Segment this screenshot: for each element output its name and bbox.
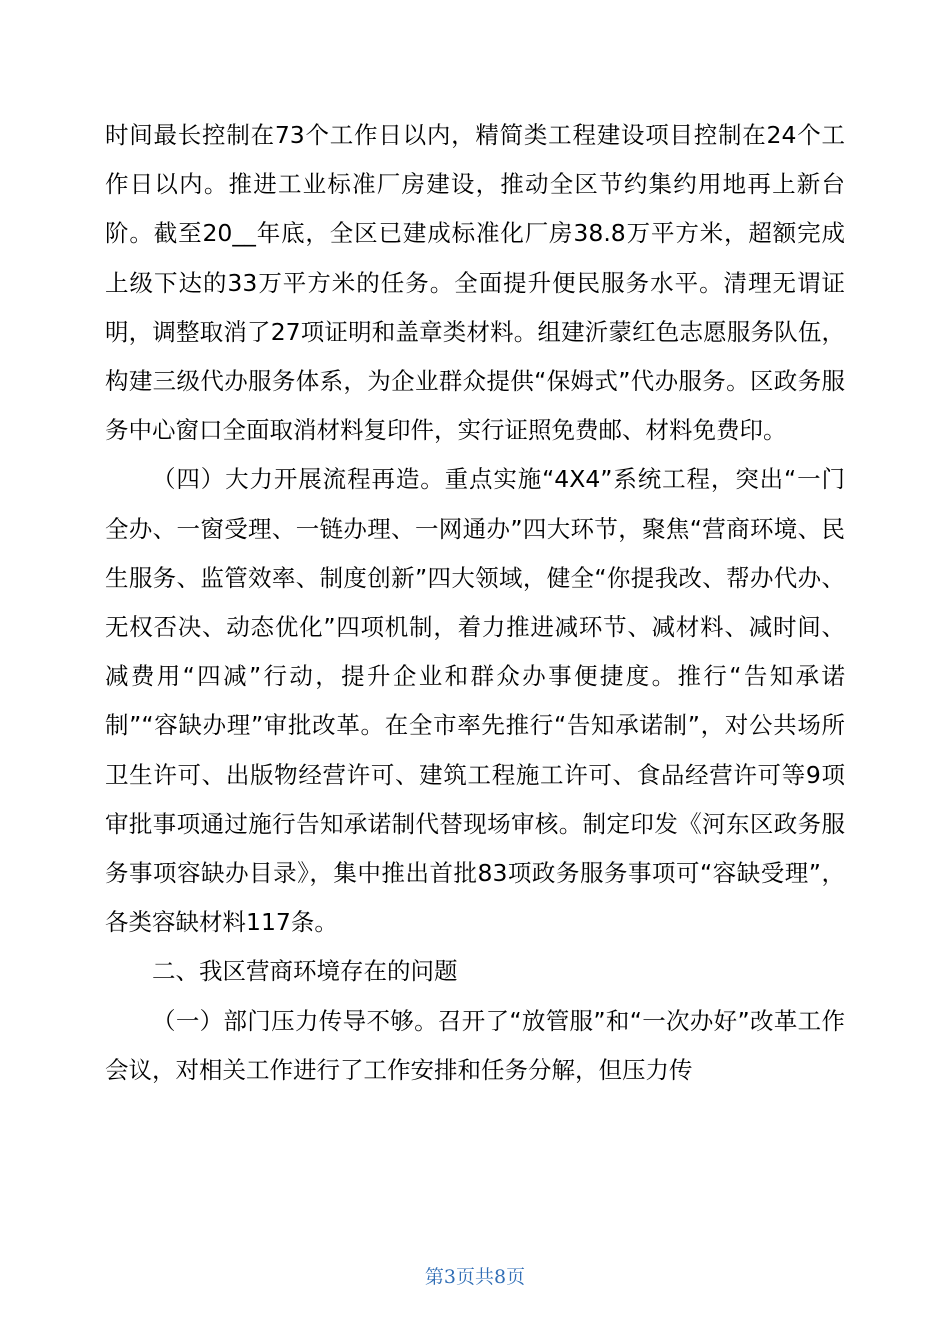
body-paragraph-continued: 时间最长控制在73个工作日以内，精简类工程建设项目控制在24个工作日以内。推进工业标准厂房建设，推动全区节约集约用地再上新台阶。截至20__年底，全区已建成标准化厂房38.8万平方米，超额完成上级下达的33万平方米的任务。全面提升便民服务水平。清理无谓证明，调整取消了27项证明和盖章类材料。组建沂蒙红色志愿服务队伍，构建三级代办服务体系，为企业群众提供“保姆式”代办服务。区政务服务中心窗口全面取消材料复印件，实行证照免费邮、材料免费印。 [105, 121, 845, 445]
body-paragraph-section-four: （四）大力开展流程再造。重点实施“4X4”系统工程，突出“一门全办、一窗受理、一链办理、一网通办”四大环节，聚焦“营商环境、民生服务、监管效率、制度创新”四大领域，健全“你提我改、帮办代办、无权否决、动态优化”四项机制，着力推进减环节、减材料、减时间、减费用“四减”行动，提升企业和群众办事便捷度。推行“告知承诺制”“容缺办理”审批改革。在全市率先推行“告知承诺制”，对公共场所卫生许可、出版物经营许可、建筑工程施工许可、食品经营许可等9项审批事项通过施行告知承诺制代替现场审核。制定印发《河东区政务服务事项容缺办目录》，集中推出首批83项政务服务事项可“容缺受理”，各类容缺材料117条。 [105, 465, 845, 937]
section-heading-problems: 二、我区营商环境存在的问题 [152, 957, 458, 986]
body-paragraph-problem-one: （一）部门压力传导不够。召开了“放管服”和“一次办好”改革工作会议，对相关工作进行了工作安排和任务分解，但压力传 [105, 1006, 845, 1084]
document-body [105, 111, 845, 1095]
page-number-footer: 第3页共8页 [424, 1266, 526, 1288]
